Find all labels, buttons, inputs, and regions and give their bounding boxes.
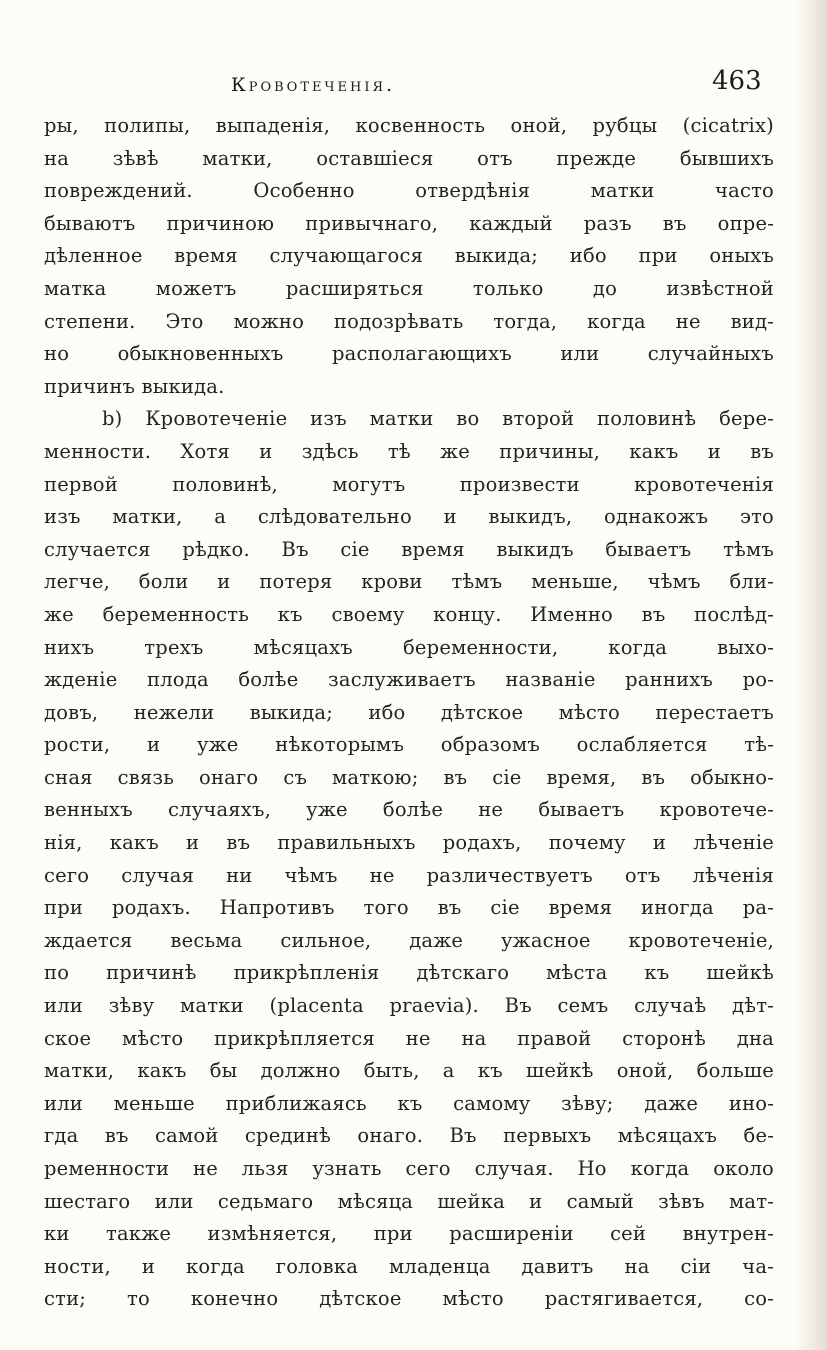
text-line: жденіе плода болѣе заслуживаетъ названіе раннихъ ро- — [44, 668, 774, 692]
text-line: шестаго или седьмаго мѣсяца шейка и самый зѣвъ мат- — [44, 1189, 774, 1213]
text-line: но обыкновенныхъ располагающихъ или случайныхъ — [44, 342, 774, 366]
running-header-title: Кровотеченія. — [231, 74, 396, 96]
text-line: рости, и уже нѣкоторымъ образомъ ослабляется тѣ- — [44, 733, 774, 757]
text-line: менности. Хотя и здѣсь тѣ же причины, какъ и въ — [44, 439, 774, 463]
text-line: гда въ самой срединѣ онаго. Въ первыхъ мѣсяцахъ бе- — [44, 1124, 774, 1148]
text-line: легче, боли и потеря крови тѣмъ меньше, чѣмъ бли- — [44, 570, 774, 594]
text-line: нихъ трехъ мѣсяцахъ беременности, когда выхо- — [44, 635, 774, 659]
text-line: ры, полипы, выпаденія, косвенность оной, рубцы (cicatrix) — [44, 114, 774, 137]
text-line: сего случая ни чѣмъ не различествуетъ отъ лѣченія — [44, 863, 774, 887]
body-text — [44, 110, 774, 1316]
text-line: степени. Это можно подозрѣвать тогда, когда не вид- — [44, 309, 774, 333]
text-line: причинъ выкида. — [44, 374, 225, 398]
text-line: случается рѣдко. Въ сіе время выкидъ бываетъ тѣмъ — [44, 537, 774, 561]
text-line: первой половинѣ, могутъ произвести кровотеченія — [44, 472, 774, 496]
text-line: b) Кровотеченіе изъ матки во второй половинѣ бере- — [102, 407, 774, 431]
text-line: же беременность къ своему концу. Именно въ послѣд- — [44, 602, 774, 626]
text-line: довъ, нежели выкида; ибо дѣтское мѣсто перестаетъ — [44, 700, 774, 724]
text-line: по причинѣ прикрѣпленія дѣтскаго мѣста къ шейкѣ — [44, 961, 774, 985]
text-line: повреждений. Особенно отвердѣнія матки часто — [44, 179, 774, 203]
text-line: бываютъ причиною привычнаго, каждый разъ въ опре- — [44, 211, 774, 235]
text-line: изъ матки, а слѣдовательно и выкидъ, однакожъ это — [44, 505, 774, 529]
text-line: ременности не льзя узнать сего случая. Но когда около — [44, 1157, 774, 1180]
text-line: ское мѣсто прикрѣпляется не на правой сторонѣ дна — [44, 1026, 774, 1050]
text-line: сная связь онаго съ маткою; въ сіе время, въ обыкно- — [44, 765, 774, 789]
text-line: ности, и когда головка младенца давитъ на сіи ча- — [44, 1254, 774, 1278]
text-line: или меньше приближаясь къ самому зѣву; даже ино- — [44, 1091, 774, 1115]
text-line: ки также измѣняется, при расширеніи сей внутрен- — [44, 1222, 774, 1246]
text-line: дѣленное время случающагося выкида; ибо при оныхъ — [44, 244, 774, 268]
text-line: матка можетъ расширяться только до извѣстной — [44, 276, 774, 300]
text-line: сти; то конечно дѣтское мѣсто растягивается, со- — [44, 1287, 774, 1311]
text-line: ждается весьма сильное, даже ужасное кровотеченіе, — [44, 928, 774, 952]
page-number: 463 — [712, 66, 762, 96]
text-line: на зѣвѣ матки, оставшіеся отъ прежде бывшихъ — [44, 146, 774, 170]
text-line: нія, какъ и въ правильныхъ родахъ, почему и лѣченіе — [44, 831, 774, 855]
text-line: при родахъ. Напротивъ того въ сіе время иногда ра- — [44, 896, 774, 920]
text-line: венныхъ случаяхъ, уже болѣе не бываетъ кровотече- — [44, 798, 774, 822]
text-line: или зѣву матки (placenta praevia). Въ семъ случаѣ дѣт- — [44, 994, 774, 1018]
text-line: матки, какъ бы должно быть, а къ шейкѣ оной, больше — [44, 1059, 774, 1083]
